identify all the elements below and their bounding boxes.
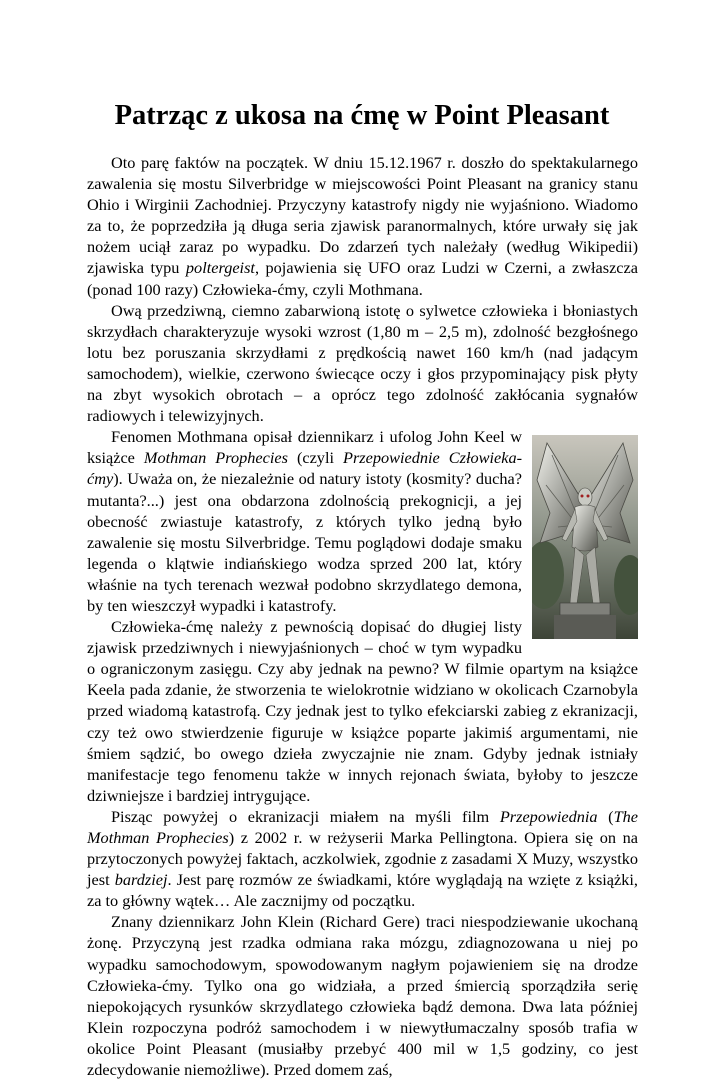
paragraph-4 (87, 616, 638, 806)
paragraph-5-text-b: ( (608, 806, 614, 826)
paragraph-5-text-d: . Jest parę rozmów ze świadkami, które wyglądają na wzięte z książki, za to główny wątek… Ale zacznijmy od początku. (87, 870, 638, 911)
paragraph-2-text: Ową przedziwną, ciemno zabarwioną istotę o sylwetce człowieka i błoniastych skrzydłach charakteryzuje wysoki wzrost (1,80 m – 2,5 m), zdolność bezgłośnego lotu bez poruszania skrzydłami z prędkością nawet 160 km/h (nad jadącym samochodem), wielkie, czerwono świecące oczy i głos przypominający pisk płyty na zbyt wysokich obrotach – a oprócz tego zdolność zakłócania sygnałów radiowych i telewizyjnych. (87, 300, 638, 426)
paragraph-4-text: Człowieka-ćmę należy z pewnością dopisać do długiej listy zjawisk przedziwnych i niewyjaśnionych – choć w tym wypadku o ograniczonym zasięgu. Czy aby jednak na pewno? W filmie opartym na książce Keela pada zdanie, że stworzenia te wielokrotnie widziano w okolicach Czarnobyla przed wiadomą katastrofą. Czy jednak jest to tylko efekciarski zabieg z ekranizacji, czy też owo stwierdzenie figuruje w książce poparte jakimiś argumentami, nie śmiem sądzić, bo owego dzieła zwyczajnie nie znam. Gdyby jednak istniały manifestacje tego fenomenu także w innych rejonach świata, byłoby to jeszcze dziwniejsze i bardziej intrygujące. (87, 617, 638, 805)
italic-book-title: Mothman Prophecies (143, 448, 288, 468)
mothman-statue-image (532, 435, 638, 639)
paragraph-5 (87, 806, 638, 911)
paragraph-5-text-c: ) z 2002 r. w reżyserii Marka Pellingtona. Opiera się on na przytoczonych powyżej faktach, aczkolwiek, zgodnie z zasadami X Muzy, wszystko jest (87, 828, 638, 890)
paragraph-1-end: , pojawienia się UFO oraz Ludzi w Czerni, a zwłaszcza (ponad 100 razy) Człowieka-ćmy, czyli Mothmana. (87, 258, 638, 299)
paragraph-1 (87, 152, 638, 300)
paragraph-2 (87, 300, 638, 427)
paragraph-1-text: Oto parę faktów na początek. W dniu 15.12.1967 r. doszło do spektakularnego zawalenia się mostu Silverbridge w miejscowości Point Pleasant na granicy stanu Ohio i Wirginii Zachodniej. Przyczyny katastrofy nigdy nie wyjaśniono. Wiadomo za to, że poprzedziła ją długa seria zjawisk paranormalnych, które urwały się jak nożem uciął zaraz po wypadku. Do zdarzeń tych należały (według Wikipedii) zjawiska typu (87, 153, 638, 278)
paragraph-6 (87, 911, 638, 1080)
paragraph-3-text-a: Fenomen Mothmana opisał dziennikarz i ufolog John Keel w książce (87, 427, 522, 468)
italic-book-translation: Przepowiednie Człowieka-ćmy (87, 448, 523, 489)
paragraph-3-text-c: ). Uważa on, że niezależnie od natury istoty (kosmity? ducha? mutanta?...) jest ona obdarzona zdolnością prekognicji, a jej obecność zwiastuje katastrofy, z których tylko jedną było zawalenie się mostu Silverbridge. Temu poglądowi dodaje smaku legenda o klątwie indiańskiego wodza sprzed 200 lat, który właśnie na tych terenach wezwał podobno skrzydlatego demona, by ten wieszczył wypadki i katastrofy. (87, 469, 522, 615)
italic-bardziej: bardziej (114, 870, 168, 890)
italic-film-original-title: The Mothman Prophecies (87, 806, 639, 847)
paragraph-5-text-a: Pisząc powyżej o ekranizacji miałem na myśli film (111, 806, 490, 826)
paragraph-3-text-b: (czyli (296, 448, 334, 468)
paragraph-6-text: Znany dziennikarz John Klein (Richard Gere) traci niespodziewanie ukochaną żonę. Przyczyną jest rzadka odmiana raka mózgu, zdiagnozowana u niej po wypadku samochodowym, spowodowanym nagłym pojawieniem się na drodze Człowieka-ćmy. Tylko ona go widziała, a przed śmiercią sporządziła serię niepokojących rysunków skrzydlatego człowieka bądź demona. Dwa lata później Klein rozpoczyna podróż samochodem i w niewytłumaczalny sposób trafia w okolice Point Pleasant (musiałby przebyć 400 mil w 1,5 godziny, co jest zdecydowanie niemożliwe). Przed domem zaś, (87, 912, 638, 1080)
paragraph-3 (87, 426, 638, 616)
italic-film-title: Przepowiednia (499, 806, 598, 826)
italic-poltergeist: poltergeist (185, 258, 255, 278)
mothman-statue-photo (532, 435, 638, 639)
article-title: Patrząc z ukosa na ćmę w Point Pleasant (114, 100, 610, 131)
article-body (87, 152, 638, 1080)
